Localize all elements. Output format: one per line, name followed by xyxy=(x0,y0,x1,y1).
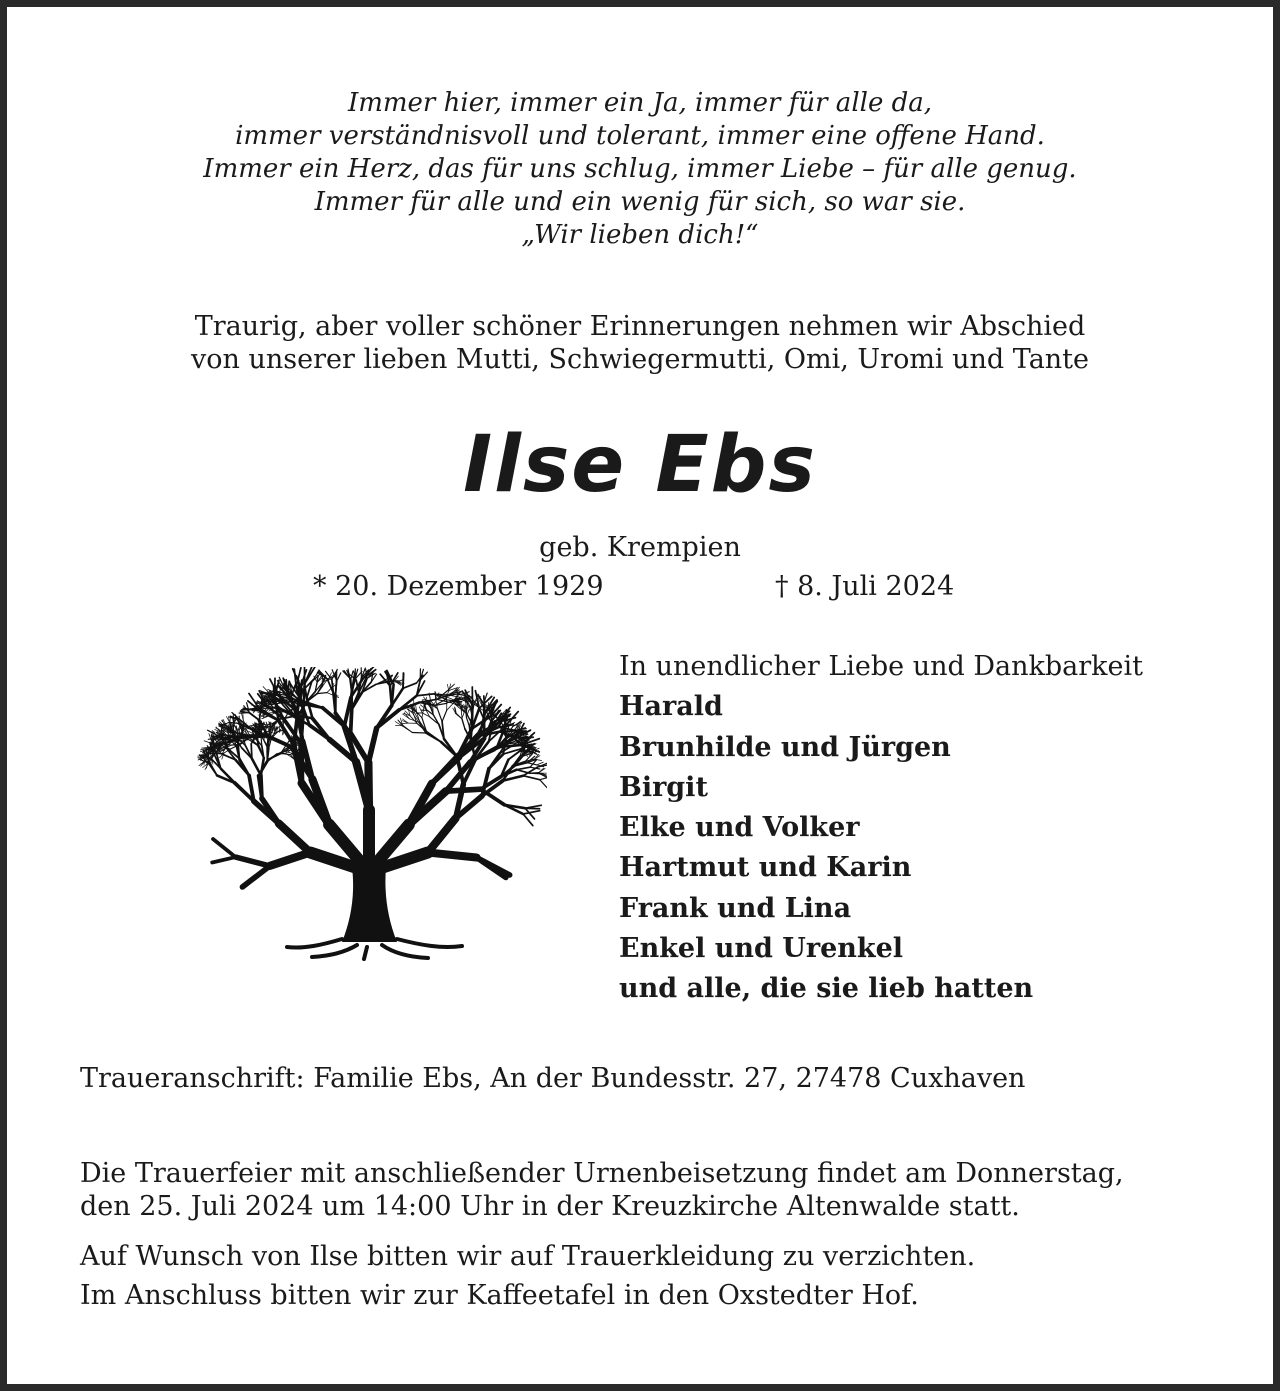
mourner-name: Enkel und Urenkel xyxy=(619,933,904,965)
death-date: † 8. Juli 2024 xyxy=(775,571,955,602)
mourner-name: Frank und Lina xyxy=(619,892,852,924)
mourner-name: Brunhilde und Jürgen xyxy=(619,731,951,763)
mourner-name: Birgit xyxy=(619,771,708,803)
mourning-address: Traueranschrift: Familie Ebs, An der Bundesstr. 27, 27478 Cuxhaven xyxy=(80,1063,1026,1094)
funeral-service-info xyxy=(80,1157,1124,1223)
service-line: Die Trauerfeier mit anschließender Urnenbeisetzung findet am Donnerstag, xyxy=(80,1158,1124,1189)
poem-line: „Wir lieben dich!“ xyxy=(521,220,759,250)
maiden-name: geb. Krempien xyxy=(539,532,741,563)
poem xyxy=(7,87,1273,252)
mourner-name: und alle, die sie lieb hatten xyxy=(619,973,1034,1005)
obituary-card xyxy=(7,7,1273,1384)
mourner-name: Harald xyxy=(619,691,723,723)
deceased-name: Ilse Ebs xyxy=(463,420,817,510)
intro-line: von unserer lieben Mutti, Schwiegermutti, Omi, Uromi und Tante xyxy=(190,344,1090,375)
mourners-heading: In unendlicher Liebe und Dankbarkeit xyxy=(619,651,1143,682)
poem-line: Immer hier, immer ein Ja, immer für alle da, xyxy=(347,88,933,118)
service-line: den 25. Juli 2024 um 14:00 Uhr in der Kreuzkirche Altenwalde statt. xyxy=(80,1191,1020,1222)
intro-line: Traurig, aber voller schöner Erinnerungen nehmen wir Abschied xyxy=(194,311,1086,342)
poem-line: Immer ein Herz, das für uns schlug, immer Liebe – für alle genug. xyxy=(203,154,1077,184)
note-line: Im Anschluss bitten wir zur Kaffeetafel in den Oxstedter Hof. xyxy=(80,1280,919,1311)
note-line: Auf Wunsch von Ilse bitten wir auf Trauerkleidung zu verzichten. xyxy=(80,1241,976,1272)
tree-icon xyxy=(192,667,547,962)
poem-line: immer verständnisvoll und tolerant, immer eine offene Hand. xyxy=(235,121,1045,151)
birth-date: * 20. Dezember 1929 xyxy=(313,571,604,602)
poem-line: Immer für alle und ein wenig für sich, so war sie. xyxy=(314,187,966,217)
mourners-list xyxy=(619,647,1143,1010)
mourner-name: Elke und Volker xyxy=(619,812,860,844)
notes xyxy=(80,1237,975,1315)
mourner-name: Hartmut und Karin xyxy=(619,852,912,884)
intro-text xyxy=(7,310,1273,376)
